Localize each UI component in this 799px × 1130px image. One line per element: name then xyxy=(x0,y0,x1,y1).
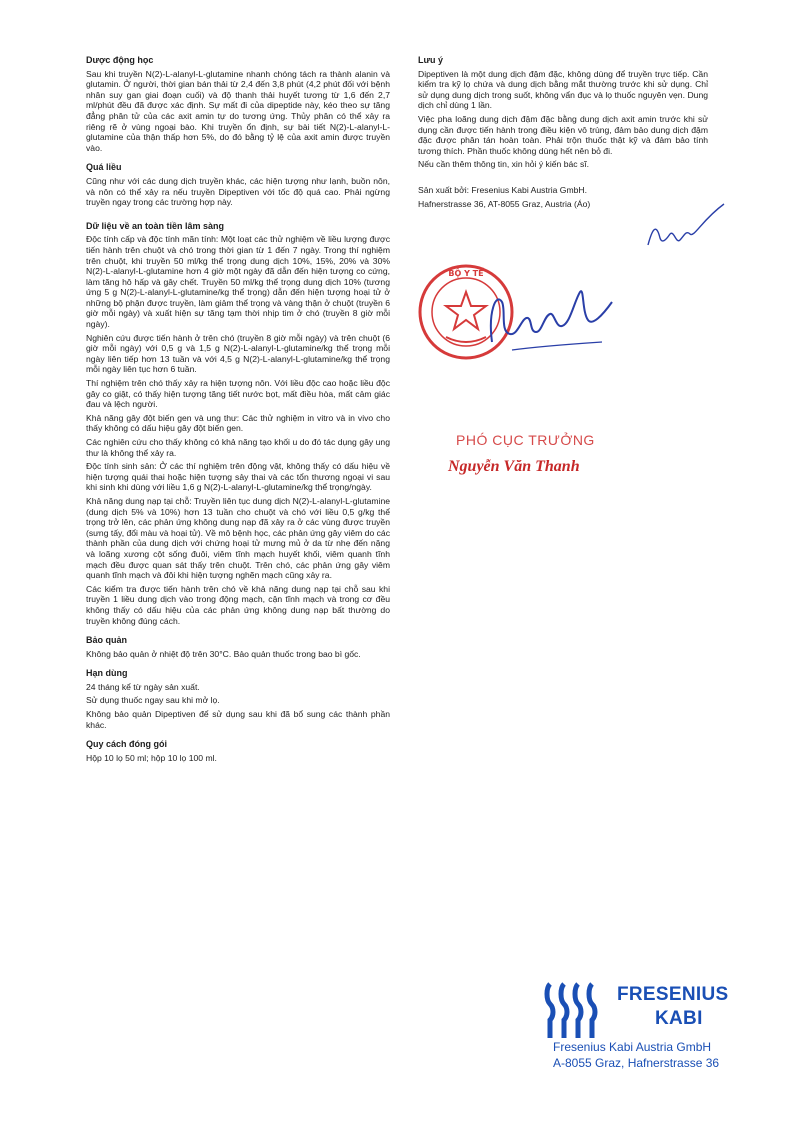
paragraph: Khả năng gây đột biến gen và ung thư: Các thử nghiệm in vitro và in vivo cho thấy không có dấu hiệu gây đột biến gen. xyxy=(86,412,390,434)
approver-name: Nguyễn Văn Thanh xyxy=(448,458,580,475)
section-storage xyxy=(86,635,390,659)
paragraph: Nếu cần thêm thông tin, xin hỏi ý kiến bác sĩ. xyxy=(418,159,590,170)
paragraph: Khả năng dung nạp tại chỗ: Truyền liên tục dung dịch N(2)-L-alanyl-L-glutamine (dung dịch 5% và 10%) hơn 13 tuần cho chuột và chó với liều 0,5 g/kg thể trọng trở lên, các phản ứng không dung nạp đã xảy ra ở các vùng được truyền (sưng tấy, đổi màu và hoại tử). Về mô bệnh học, các phản ứng gây viêm do các thành phần của dung dịch với chứng hoại tử mưng mủ ở da từ nhẹ đến nặng và loãng xương cột sống đuôi, viêm tĩnh mạch huyết khối, viêm quanh tĩnh mạch đều được quan sát thấy trên chuột. Trên chó, các phản ứng gây viêm quanh tĩnh mạch và đôi khi hiện tượng nghẽn mạch cũng xảy ra. xyxy=(86,495,390,581)
paragraph: Hộp 10 lọ 50 ml; hộp 10 lọ 100 ml. xyxy=(86,752,217,763)
approver-signature xyxy=(452,272,632,362)
paragraph: Nghiên cứu được tiến hành ở trên chó (truyền 8 giờ mỗi ngày) và trên chuột (6 giờ mỗi ngày) với 0,5 g và 1,5 g N(2)-L-alanyl-L-glutamine/kg thể trọng mỗi ngày liên tiếp hơn 13 tuần và với 4,5 g N(2)-L-alanyl-L-glutamine/kg thể trọng mỗi ngày liên tục hơn 6 tuần. xyxy=(86,332,390,375)
section-shelf-life xyxy=(86,668,390,730)
right-column xyxy=(418,55,708,212)
fresenius-kabi-logo-icon xyxy=(544,978,600,1044)
paragraph: Độc tính cấp và độc tính mãn tính: Một loạt các thử nghiệm về liều lượng được tiến hành trên chuột và chó trong thời gian từ 1 đến 7 ngày. Trong thí nghiệm trên chuột, khi truyền 50 ml/kg thể trọng dung dịch 10%, 15%, 20% và 30% N(2)-L-alanyl-L-glutamine hơn 4 giờ một ngày đã dẫn đến hiện tượng co cứng, làm tăng hô hấp và gây chết. Truyền 50 ml/kg thể trọng dung dịch 10% (tương ứng 5 g N(2)-L-alanyl-L-glutamine/kg thể trọng) dẫn đến hiện tượng hoại tử ở những bộ phận được truyền, làm giảm thể trọng và vàng thận ở chuột (truyền 6 giờ mỗi ngày) và xuất hiện sự tăng tạm thời nhịp tim ở chó (truyền 8 giờ mỗi ngày). xyxy=(86,234,390,330)
paragraph: Sau khi truyền N(2)-L-alanyl-L-glutamine nhanh chóng tách ra thành alanin và glutamin. Ở người, thời gian bán thải từ 2,4 đến 3,8 phút (4,2 phút đối với bệnh nhân suy gan giai đoạn cuối) và độ thanh thải huyết tương từ 1,6 đến 2,7 ml/phút đều đã được xác định. Sự mất đi của dipeptide này, kéo theo sự tăng đẳng phân tử của các axit amin tự do tương ứng. Thủy phân có thể xảy ra riêng rẽ ở vùng ngoại bào. Khi truyền ổn định, sự bài tiết N(2)-L-alanyl-L-glutamine của thận thấp hơn 5%, do đó bằng tỷ lệ của axit amin được truyền vào. xyxy=(86,68,390,153)
initials-signature xyxy=(640,200,730,260)
paragraph: Thí nghiệm trên chó thấy xảy ra hiện tượng nôn. Với liều độc cao hoặc liều độc gây co giật, có thấy hiện tượng tăng tiết nước bọt, mất điều hòa, mất cảm giác đau và lệch người. xyxy=(86,378,390,410)
paragraph: Các kiểm tra được tiến hành trên chó về khả năng dung nạp tại chỗ sau khi truyền 1 liều dung dịch vào trong động mạch, cận tĩnh mạch và trong cơ đều không thấy có dấu hiệu của các phản ứng không dung nạp bất thường do truyền không đúng cách. xyxy=(86,583,390,626)
brand-address: A-8055 Graz, Hafnerstrasse 36 xyxy=(553,1056,720,1070)
approver-title: PHÓ CỤC TRƯỞNG xyxy=(456,432,595,448)
paragraph: 24 tháng kể từ ngày sản xuất. xyxy=(86,681,200,692)
paragraph: Không bảo quản ở nhiệt độ trên 30°C. Bảo quản thuốc trong bao bì gốc. xyxy=(86,648,361,659)
paragraph: Việc pha loãng dung dịch đậm đặc bằng dung dịch axit amin trước khi sử dụng cần được tiến hành trong điều kiện vô trùng, đảm bảo dung dịch đậm đặc được phân tán hoàn toàn. Phải trộn thuốc thật kỹ và đảm bảo tính tương thích. Phần thuốc không dùng hết nên bỏ đi. xyxy=(418,113,708,156)
section-title: Bảo quản xyxy=(86,635,128,646)
manufacturer-line: Sản xuất bởi: Fresenius Kabi Austria GmbH. xyxy=(418,184,587,195)
manufacturer-address: Hafnerstrasse 36, AT-8055 Graz, Austria (Áo) xyxy=(418,198,591,209)
brand-name-line1: FRESENIUS xyxy=(617,984,729,1005)
paragraph: Sử dụng thuốc ngay sau khi mở lọ. xyxy=(86,695,220,706)
section-title: Quá liều xyxy=(86,162,122,173)
section-title: Hạn dùng xyxy=(86,668,128,679)
section-preclinical-safety xyxy=(86,221,390,626)
paragraph: Cũng như với các dung dịch truyền khác, các hiện tượng như lạnh, buồn nôn, và nôn có thể xảy ra nếu truyền Dipeptiven với tốc độ quá cao. Phải ngừng truyền ngay trong các trường hợp này. xyxy=(86,175,390,208)
section-pharmacokinetics xyxy=(86,55,390,153)
brand-name-line2: KABI xyxy=(655,1008,703,1029)
section-title: Dữ liệu về an toàn tiền lâm sàng xyxy=(86,220,225,231)
brand-company: Fresenius Kabi Austria GmbH xyxy=(553,1040,712,1054)
section-title: Lưu ý xyxy=(418,55,444,65)
section-note xyxy=(418,55,708,170)
section-packaging xyxy=(86,739,390,763)
section-overdose xyxy=(86,162,390,207)
paragraph: Dipeptiven là một dung dịch đậm đặc, không dùng để truyền trực tiếp. Cần kiểm tra kỹ lọ chứa và dung dịch bằng mắt thường trước khi sử dụng. Chỉ sử dụng dung dịch trong suốt, không vẩn đục và lọ thuốc nguyên vẹn. Dung dịch chỉ dùng 1 lần. xyxy=(418,68,708,111)
paragraph: Không bảo quản Dipeptiven để sử dụng sau khi đã bổ sung các thành phần khác. xyxy=(86,709,390,730)
svg-text:BỘ Y TẾ: BỘ Y TẾ xyxy=(448,269,484,278)
left-column xyxy=(86,55,390,772)
section-title: Quy cách đóng gói xyxy=(86,739,168,750)
paragraph: Các nghiên cứu cho thấy không có khả năng tạo khối u do đó tác dụng gây ung thư là không thể xảy ra. xyxy=(86,437,390,458)
section-title: Dược động học xyxy=(86,55,154,65)
paragraph: Độc tính sinh sản: Ở các thí nghiệm trên động vật, không thấy có dấu hiệu về hiện tượng quái thai hoặc hiện tượng sảy thai và các tổn thương ngoại vi sau khi sinh khi dùng với liều 1,6 g N(2)-L-alanyl-L-glutamine/kg thể trọng/ngày. xyxy=(86,461,390,493)
